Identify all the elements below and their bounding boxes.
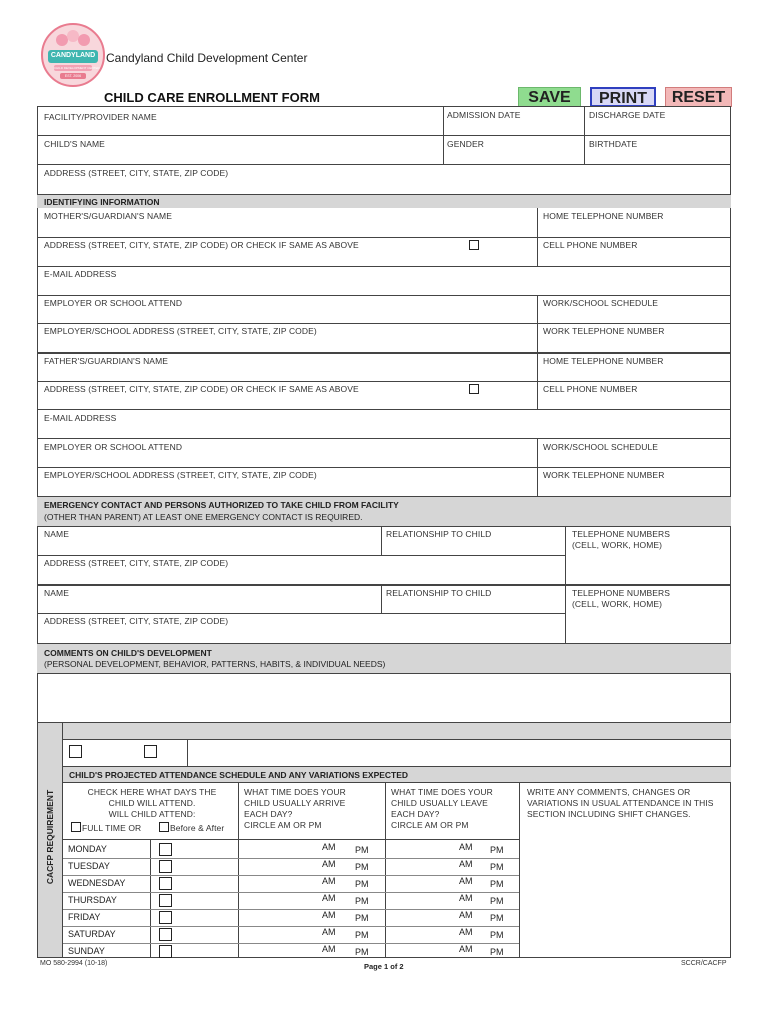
father-email-input[interactable] (38, 424, 730, 436)
leave-am-option[interactable]: AM (459, 876, 473, 886)
day-attend-checkbox[interactable] (159, 945, 172, 958)
father-cell-phone-input[interactable] (538, 395, 730, 407)
father-name-label: FATHER'S/GUARDIAN'S NAME (44, 356, 169, 366)
arrive-am-option[interactable]: AM (322, 944, 336, 954)
before-after-checkbox[interactable] (159, 822, 169, 832)
arrive-header-l1: WHAT TIME DOES YOUR (244, 787, 346, 797)
child-name-label: CHILD'S NAME (44, 139, 105, 149)
father-employer-label: EMPLOYER OR SCHOOL ATTEND (44, 442, 183, 452)
leave-am-option[interactable]: AM (459, 842, 473, 852)
day-attend-checkbox[interactable] (159, 894, 172, 907)
cacfp-option-1-checkbox[interactable] (69, 745, 82, 758)
gender-label: GENDER (447, 139, 484, 149)
attendance-comments-input[interactable] (520, 830, 730, 956)
cacfp-option-2-checkbox[interactable] (144, 745, 157, 758)
mother-home-phone-label: HOME TELEPHONE NUMBER (543, 211, 664, 221)
leave-am-option[interactable]: AM (459, 910, 473, 920)
mother-home-phone-input[interactable] (538, 222, 730, 234)
day-label: SUNDAY (68, 946, 105, 956)
org-name: Candyland Child Development Center (106, 51, 308, 65)
emergency2-address-label: ADDRESS (STREET, CITY, STATE, ZIP CODE) (44, 616, 229, 626)
day-label: MONDAY (68, 844, 107, 854)
gender-input[interactable] (444, 150, 584, 162)
logo-text: CANDYLAND (50, 52, 96, 59)
leave-pm-option[interactable]: PM (490, 930, 504, 940)
father-work-phone-input[interactable] (538, 481, 730, 493)
arrive-header-l3: EACH DAY? (244, 809, 293, 819)
father-work-phone-label: WORK TELEPHONE NUMBER (543, 470, 665, 480)
mother-work-phone-input[interactable] (538, 338, 730, 350)
mother-email-label: E-MAIL ADDRESS (44, 269, 117, 279)
day-label: SATURDAY (68, 929, 116, 939)
father-email-label: E-MAIL ADDRESS (44, 413, 117, 423)
arrive-pm-option[interactable]: PM (355, 896, 369, 906)
identifying-header: IDENTIFYING INFORMATION (44, 197, 160, 207)
check-days-l1: CHECK HERE WHAT DAYS THE (87, 787, 217, 797)
father-address-input[interactable] (38, 395, 536, 407)
leave-pm-option[interactable]: PM (490, 845, 504, 855)
day-label: THURSDAY (68, 895, 117, 905)
emergency1-name-label: NAME (44, 529, 69, 539)
arrive-am-option[interactable]: AM (322, 927, 336, 937)
comments-subheader: (PERSONAL DEVELOPMENT, BEHAVIOR, PATTERNS, HABITS, & INDIVIDUAL NEEDS) (44, 659, 386, 669)
leave-am-option[interactable]: AM (459, 944, 473, 954)
comments-header: COMMENTS ON CHILD'S DEVELOPMENT (44, 648, 212, 658)
mother-cell-phone-label: CELL PHONE NUMBER (543, 240, 638, 250)
arrive-pm-option[interactable]: PM (355, 930, 369, 940)
day-attend-checkbox[interactable] (159, 911, 172, 924)
discharge-input[interactable] (585, 122, 730, 134)
emergency1-address-input[interactable] (38, 569, 564, 581)
print-button[interactable]: PRINT (590, 87, 656, 107)
day-attend-checkbox[interactable] (159, 877, 172, 890)
arrive-pm-option[interactable]: PM (355, 913, 369, 923)
emergency1-phones-sub: (CELL, WORK, HOME) (572, 540, 663, 550)
arrive-pm-option[interactable]: PM (355, 879, 369, 889)
emergency2-phones-sub: (CELL, WORK, HOME) (572, 599, 663, 609)
leave-header-l4: CIRCLE AM OR PM (391, 820, 469, 830)
leave-time-input[interactable] (387, 842, 455, 856)
birthdate-label: BIRTHDATE (589, 139, 638, 149)
mother-work-phone-label: WORK TELEPHONE NUMBER (543, 326, 665, 336)
father-employer-input[interactable] (38, 453, 536, 465)
leave-pm-option[interactable]: PM (490, 862, 504, 872)
agency-code: SCCR/CACFP (681, 960, 727, 967)
leave-header-l3: EACH DAY? (391, 809, 440, 819)
admission-input[interactable] (444, 122, 584, 134)
child-name-input[interactable] (38, 150, 442, 162)
arrive-time-input[interactable] (240, 927, 318, 941)
emergency-subheader: (OTHER THAN PARENT) AT LEAST ONE EMERGENCY CONTACT IS REQUIRED. (44, 512, 363, 522)
mother-address-input[interactable] (38, 252, 536, 264)
mother-same-address-checkbox[interactable] (469, 240, 479, 250)
father-address-label: ADDRESS (STREET, CITY, STATE, ZIP CODE) OR CHECK IF SAME AS ABOVE (44, 384, 359, 394)
child-address-label: ADDRESS (STREET, CITY, STATE, ZIP CODE) (44, 168, 229, 178)
father-employer-address-input[interactable] (38, 481, 536, 493)
comments-col-l1: WRITE ANY COMMENTS, CHANGES OR (527, 787, 691, 797)
comments-col-l3: SECTION INCLUDING SHIFT CHANGES. (527, 809, 691, 819)
leave-pm-option[interactable]: PM (490, 947, 504, 957)
father-employer-address-label: EMPLOYER/SCHOOL ADDRESS (STREET, CITY, STATE, ZIP CODE) (44, 470, 317, 480)
day-attend-checkbox[interactable] (159, 843, 172, 856)
mother-name-label: MOTHER'S/GUARDIAN'S NAME (44, 211, 172, 221)
admission-label: ADMISSION DATE (447, 110, 521, 120)
leave-time-input[interactable] (387, 944, 455, 958)
facility-input[interactable] (38, 122, 442, 134)
day-label: TUESDAY (68, 861, 110, 871)
father-schedule-label: WORK/SCHOOL SCHEDULE (543, 442, 659, 452)
reset-button[interactable]: RESET (665, 87, 732, 107)
leave-time-input[interactable] (387, 876, 455, 890)
birthdate-input[interactable] (585, 150, 730, 162)
emergency1-address-label: ADDRESS (STREET, CITY, STATE, ZIP CODE) (44, 558, 229, 568)
day-attend-checkbox[interactable] (159, 860, 172, 873)
comments-col-l2: VARIATIONS IN USUAL ATTENDANCE IN THIS (527, 798, 714, 808)
arrive-pm-option[interactable]: PM (355, 862, 369, 872)
logo-year: EST. 2006 (64, 74, 82, 78)
before-after-label: Before & After (170, 823, 225, 833)
leave-header-l2: CHILD USUALLY LEAVE (391, 798, 488, 808)
arrive-pm-option[interactable]: PM (355, 845, 369, 855)
mother-employer-address-label: EMPLOYER/SCHOOL ADDRESS (STREET, CITY, STATE, ZIP CODE) (44, 326, 317, 336)
emergency1-relationship-label: RELATIONSHIP TO CHILD (386, 529, 492, 539)
father-cell-phone-label: CELL PHONE NUMBER (543, 384, 638, 394)
emergency1-relationship-input[interactable] (382, 541, 564, 553)
father-same-address-checkbox[interactable] (469, 384, 479, 394)
leave-header-l1: WHAT TIME DOES YOUR (391, 787, 493, 797)
org-logo (40, 22, 106, 88)
leave-am-option[interactable]: AM (459, 893, 473, 903)
arrive-time-input[interactable] (240, 842, 318, 856)
father-home-phone-label: HOME TELEPHONE NUMBER (543, 356, 664, 366)
facility-label: FACILITY/PROVIDER NAME (44, 112, 157, 122)
mother-cell-phone-input[interactable] (538, 252, 730, 264)
leave-time-input[interactable] (387, 910, 455, 924)
father-schedule-input[interactable] (538, 453, 730, 465)
check-days-l3: WILL CHILD ATTEND: (108, 809, 196, 819)
emergency2-relationship-label: RELATIONSHIP TO CHILD (386, 588, 492, 598)
page-number: Page 1 of 2 (364, 962, 404, 971)
arrive-am-option[interactable]: AM (322, 876, 336, 886)
father-home-phone-input[interactable] (538, 367, 730, 379)
arrive-header-l4: CIRCLE AM OR PM (244, 820, 322, 830)
cacfp-option-notes-input[interactable] (188, 740, 730, 765)
emergency2-phones-label: TELEPHONE NUMBERS (572, 588, 671, 598)
emergency2-name-label: NAME (44, 588, 69, 598)
day-label: FRIDAY (68, 912, 101, 922)
emergency2-address-input[interactable] (38, 628, 564, 640)
comments-textarea[interactable] (38, 674, 730, 721)
mother-employer-address-input[interactable] (38, 338, 536, 350)
arrive-am-option[interactable]: AM (322, 910, 336, 920)
leave-pm-option[interactable]: PM (490, 879, 504, 889)
arrive-am-option[interactable]: AM (322, 859, 336, 869)
leave-am-option[interactable]: AM (459, 927, 473, 937)
arrive-am-option[interactable]: AM (322, 842, 336, 852)
attendance-header: CHILD'S PROJECTED ATTENDANCE SCHEDULE AND ANY VARIATIONS EXPECTED (69, 770, 409, 780)
discharge-label: DISCHARGE DATE (589, 110, 666, 120)
emergency1-name-input[interactable] (38, 541, 380, 553)
form-title: CHILD CARE ENROLLMENT FORM (104, 90, 320, 105)
save-button[interactable]: SAVE (518, 87, 581, 107)
arrive-pm-option[interactable]: PM (355, 947, 369, 957)
leave-pm-option[interactable]: PM (490, 913, 504, 923)
emergency1-phones-label: TELEPHONE NUMBERS (572, 529, 671, 539)
full-time-label: FULL TIME OR (82, 823, 142, 833)
mother-email-input[interactable] (38, 281, 730, 293)
arrive-time-input[interactable] (240, 944, 318, 958)
mother-employer-label: EMPLOYER OR SCHOOL ATTEND (44, 298, 183, 308)
arrive-time-input[interactable] (240, 876, 318, 890)
emergency2-relationship-input[interactable] (382, 599, 564, 611)
arrive-time-input[interactable] (240, 859, 318, 873)
leave-pm-option[interactable]: PM (490, 896, 504, 906)
leave-time-input[interactable] (387, 893, 455, 907)
leave-am-option[interactable]: AM (459, 859, 473, 869)
emergency1-phones-input[interactable] (566, 553, 730, 581)
mother-employer-input[interactable] (38, 309, 536, 321)
full-time-checkbox[interactable] (71, 822, 81, 832)
arrive-header-l2: CHILD USUALLY ARRIVE (244, 798, 346, 808)
mother-name-input[interactable] (38, 222, 536, 234)
mother-address-label: ADDRESS (STREET, CITY, STATE, ZIP CODE) OR CHECK IF SAME AS ABOVE (44, 240, 359, 250)
mother-schedule-label: WORK/SCHOOL SCHEDULE (543, 298, 659, 308)
child-address-input[interactable] (38, 179, 730, 191)
arrive-time-input[interactable] (240, 893, 318, 907)
emergency2-phones-input[interactable] (566, 612, 730, 642)
arrive-am-option[interactable]: AM (322, 893, 336, 903)
form-number: MO 580-2994 (10-18) (40, 960, 108, 967)
emergency2-name-input[interactable] (38, 599, 380, 611)
cacfp-side-label: CACFP REQUIREMENT (45, 789, 55, 885)
arrive-time-input[interactable] (240, 910, 318, 924)
leave-time-input[interactable] (387, 859, 455, 873)
father-name-input[interactable] (38, 367, 536, 379)
day-label: WEDNESDAY (68, 878, 126, 888)
logo-sub: CHILD DEVELOPMENT CENTER (54, 66, 100, 70)
check-days-l2: CHILD WILL ATTEND. (108, 798, 196, 808)
mother-schedule-input[interactable] (538, 309, 730, 321)
emergency-header: EMERGENCY CONTACT AND PERSONS AUTHORIZED TO TAKE CHILD FROM FACILITY (44, 500, 399, 510)
day-attend-checkbox[interactable] (159, 928, 172, 941)
leave-time-input[interactable] (387, 927, 455, 941)
